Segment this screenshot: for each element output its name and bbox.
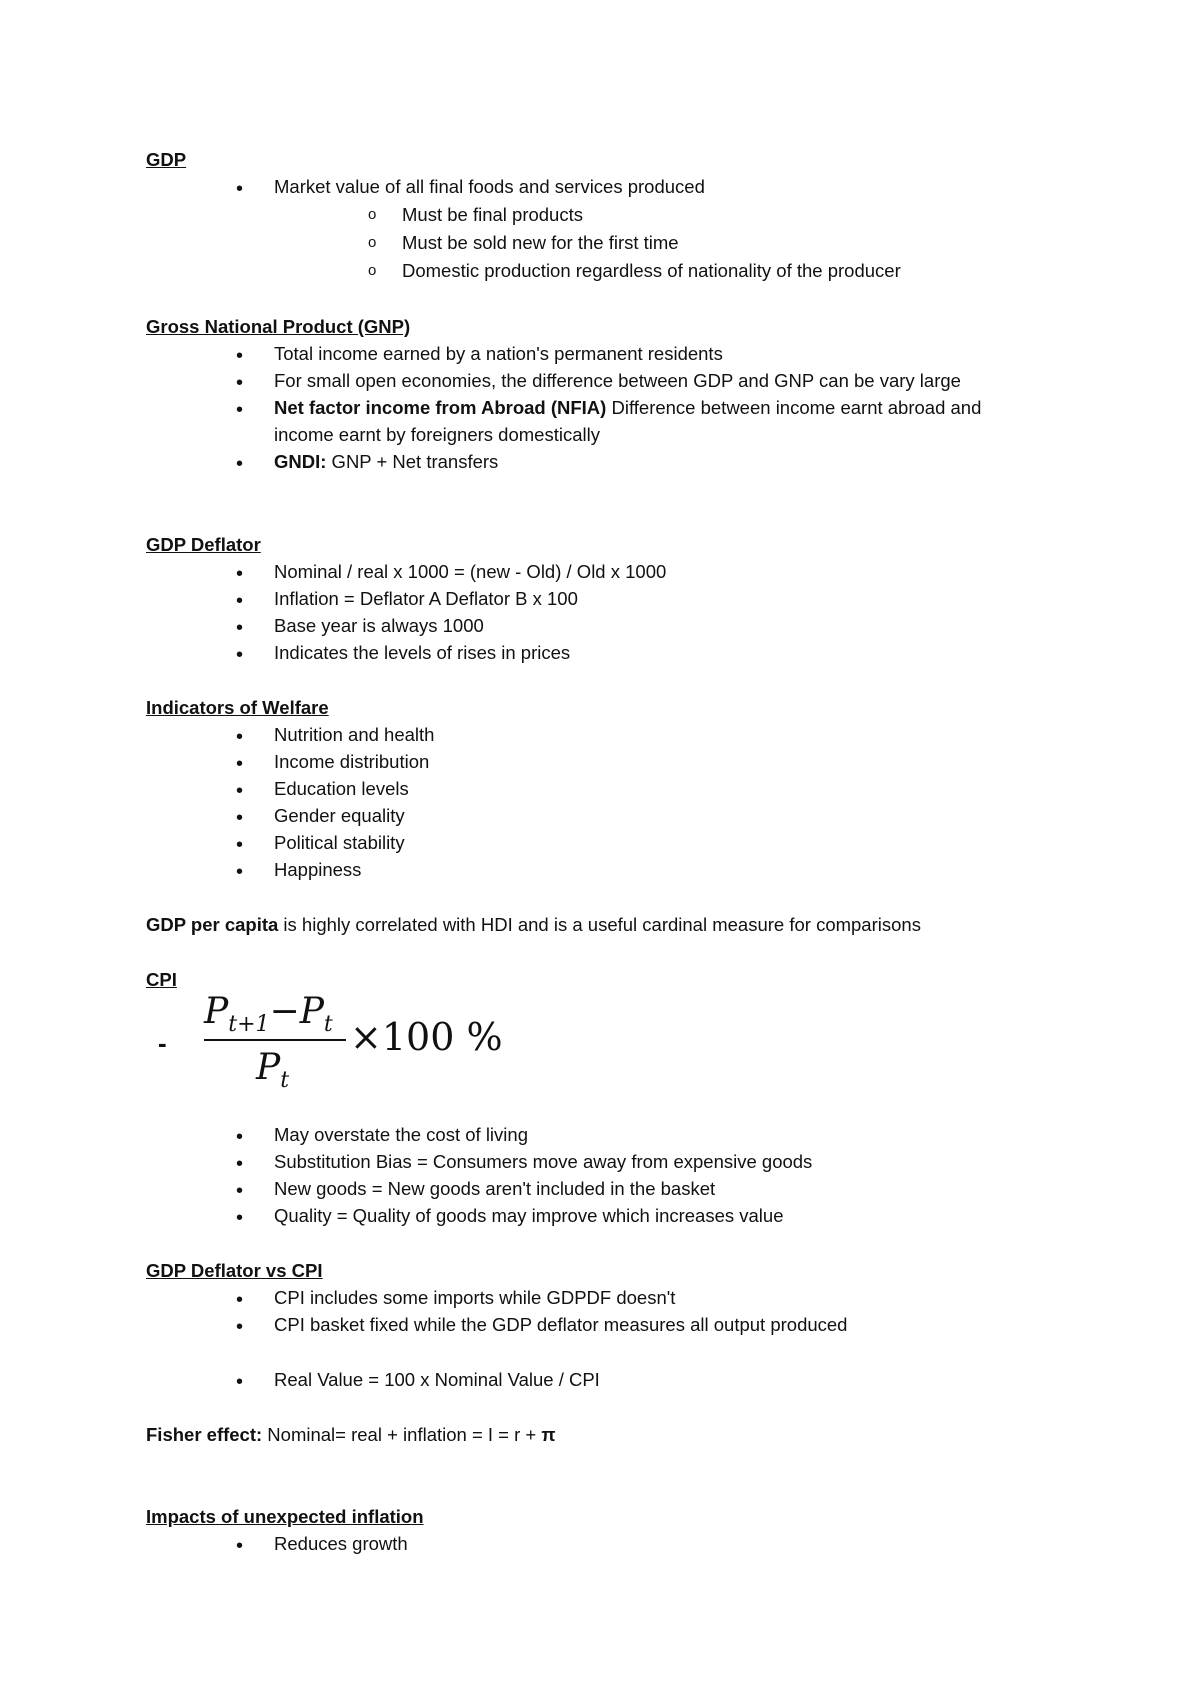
formula-subscript-t: t: [323, 1012, 333, 1038]
sub-list-item-text: Must be sold new for the first time: [402, 232, 679, 253]
formula-subscript-t1: t+1: [228, 1012, 270, 1038]
definition-nfia: Difference between income earnt abroad and: [606, 397, 982, 418]
bullet-icon: •: [236, 726, 244, 748]
paragraph-gdp-per-capita: [146, 913, 921, 937]
cpi-formula: [200, 985, 503, 1095]
fraction-bar: [204, 1039, 346, 1041]
bullet-icon: •: [236, 753, 244, 775]
formula-numerator: [204, 991, 333, 1037]
list-item-text: Indicates the levels of rises in prices: [274, 642, 571, 663]
bullet-icon: •: [236, 617, 244, 639]
heading-gnp: Gross National Product (GNP): [146, 316, 411, 337]
circle-bullet-icon: o: [368, 234, 377, 251]
list-item-text: New goods = New goods aren't included in the basket: [274, 1178, 716, 1199]
list-item-text: Real Value = 100 x Nominal Value / CPI: [274, 1369, 600, 1390]
circle-bullet-icon: o: [368, 206, 377, 223]
list-item-text: Gender equality: [274, 805, 405, 826]
bullet-icon: •: [236, 372, 244, 394]
list-item-text: [274, 450, 498, 474]
term-nfia: Net factor income from Abroad (NFIA): [274, 397, 607, 418]
paragraph-fisher-effect: [146, 1423, 556, 1447]
list-item-text: Nutrition and health: [274, 724, 435, 745]
bullet-icon: •: [236, 807, 244, 829]
bullet-icon: •: [236, 1207, 244, 1229]
term-fisher-effect: Fisher effect:: [146, 1424, 263, 1445]
circle-bullet-icon: o: [368, 262, 377, 279]
heading-impacts: Impacts of unexpected inflation: [146, 1506, 424, 1527]
list-item-text: Happiness: [274, 859, 362, 880]
bullet-icon: •: [236, 590, 244, 612]
list-item-text: CPI includes some imports while GDPDF doesn't: [274, 1287, 676, 1308]
heading-deflator-vs-cpi: GDP Deflator vs CPI: [146, 1260, 323, 1281]
bullet-icon: •: [236, 1371, 244, 1393]
bullet-icon: •: [236, 1316, 244, 1338]
list-item-text: Total income earned by a nation's permanent residents: [274, 343, 723, 364]
formula-denominator: [256, 1047, 289, 1093]
formula-p: P: [299, 991, 324, 1032]
bullet-icon: •: [236, 399, 244, 421]
list-item-text: Nominal / real x 1000 = (new - Old) / Old x 1000: [274, 561, 667, 582]
list-item-text: Substitution Bias = Consumers move away from expensive goods: [274, 1151, 813, 1172]
bullet-icon: •: [236, 1289, 244, 1311]
formula-minus: −: [269, 991, 300, 1032]
bullet-icon: •: [236, 453, 244, 475]
list-item-text: Reduces growth: [274, 1533, 408, 1554]
bullet-icon: •: [236, 1180, 244, 1202]
list-item-text: Income distribution: [274, 751, 430, 772]
heading-gdp: GDP: [146, 149, 187, 170]
list-item-text: CPI basket fixed while the GDP deflator measures all output produced: [274, 1314, 848, 1335]
list-item-text: Inflation = Deflator A Deflator B x 100: [274, 588, 578, 609]
paragraph-text: is highly correlated with HDI and is a useful cardinal measure for comparisons: [278, 914, 921, 935]
list-item-text: Political stability: [274, 832, 405, 853]
formula-p: P: [204, 991, 229, 1032]
heading-cpi: CPI: [146, 969, 177, 990]
list-item-text: Market value of all final foods and services produced: [274, 176, 705, 197]
bullet-icon: •: [236, 1153, 244, 1175]
formula-p: P: [256, 1047, 281, 1088]
bullet-icon: •: [236, 345, 244, 367]
list-item-continuation: income earnt by foreigners domestically: [274, 424, 600, 445]
bullet-icon: •: [236, 834, 244, 856]
bullet-icon: •: [236, 563, 244, 585]
list-item-text: May overstate the cost of living: [274, 1124, 528, 1145]
list-item-text: [274, 396, 981, 420]
bullet-icon: •: [236, 861, 244, 883]
heading-welfare: Indicators of Welfare: [146, 697, 329, 718]
formula-multiplier: ×100 %: [350, 1015, 503, 1059]
list-item-text: Base year is always 1000: [274, 615, 484, 636]
list-item-text: Education levels: [274, 778, 409, 799]
bullet-icon: •: [236, 1126, 244, 1148]
list-item-text: For small open economies, the difference between GDP and GNP can be vary large: [274, 370, 961, 391]
bullet-icon: •: [236, 644, 244, 666]
formula-dash: -: [158, 1028, 167, 1058]
heading-gdp-deflator: GDP Deflator: [146, 534, 261, 555]
term-gdp-per-capita: GDP per capita: [146, 914, 279, 935]
definition-gndi: GNP + Net transfers: [326, 451, 499, 472]
term-gndi: GNDI:: [274, 451, 327, 472]
sub-list-item-text: Domestic production regardless of nationality of the producer: [402, 260, 901, 281]
bullet-icon: •: [236, 780, 244, 802]
bullet-icon: •: [236, 1535, 244, 1557]
bullet-icon: •: [236, 178, 244, 200]
sub-list-item-text: Must be final products: [402, 204, 583, 225]
formula-subscript-t: t: [280, 1068, 290, 1094]
paragraph-text: Nominal= real + inflation = I = r +: [262, 1424, 542, 1445]
list-item-text: Quality = Quality of goods may improve which increases value: [274, 1205, 784, 1226]
pi-symbol: π: [541, 1424, 556, 1445]
